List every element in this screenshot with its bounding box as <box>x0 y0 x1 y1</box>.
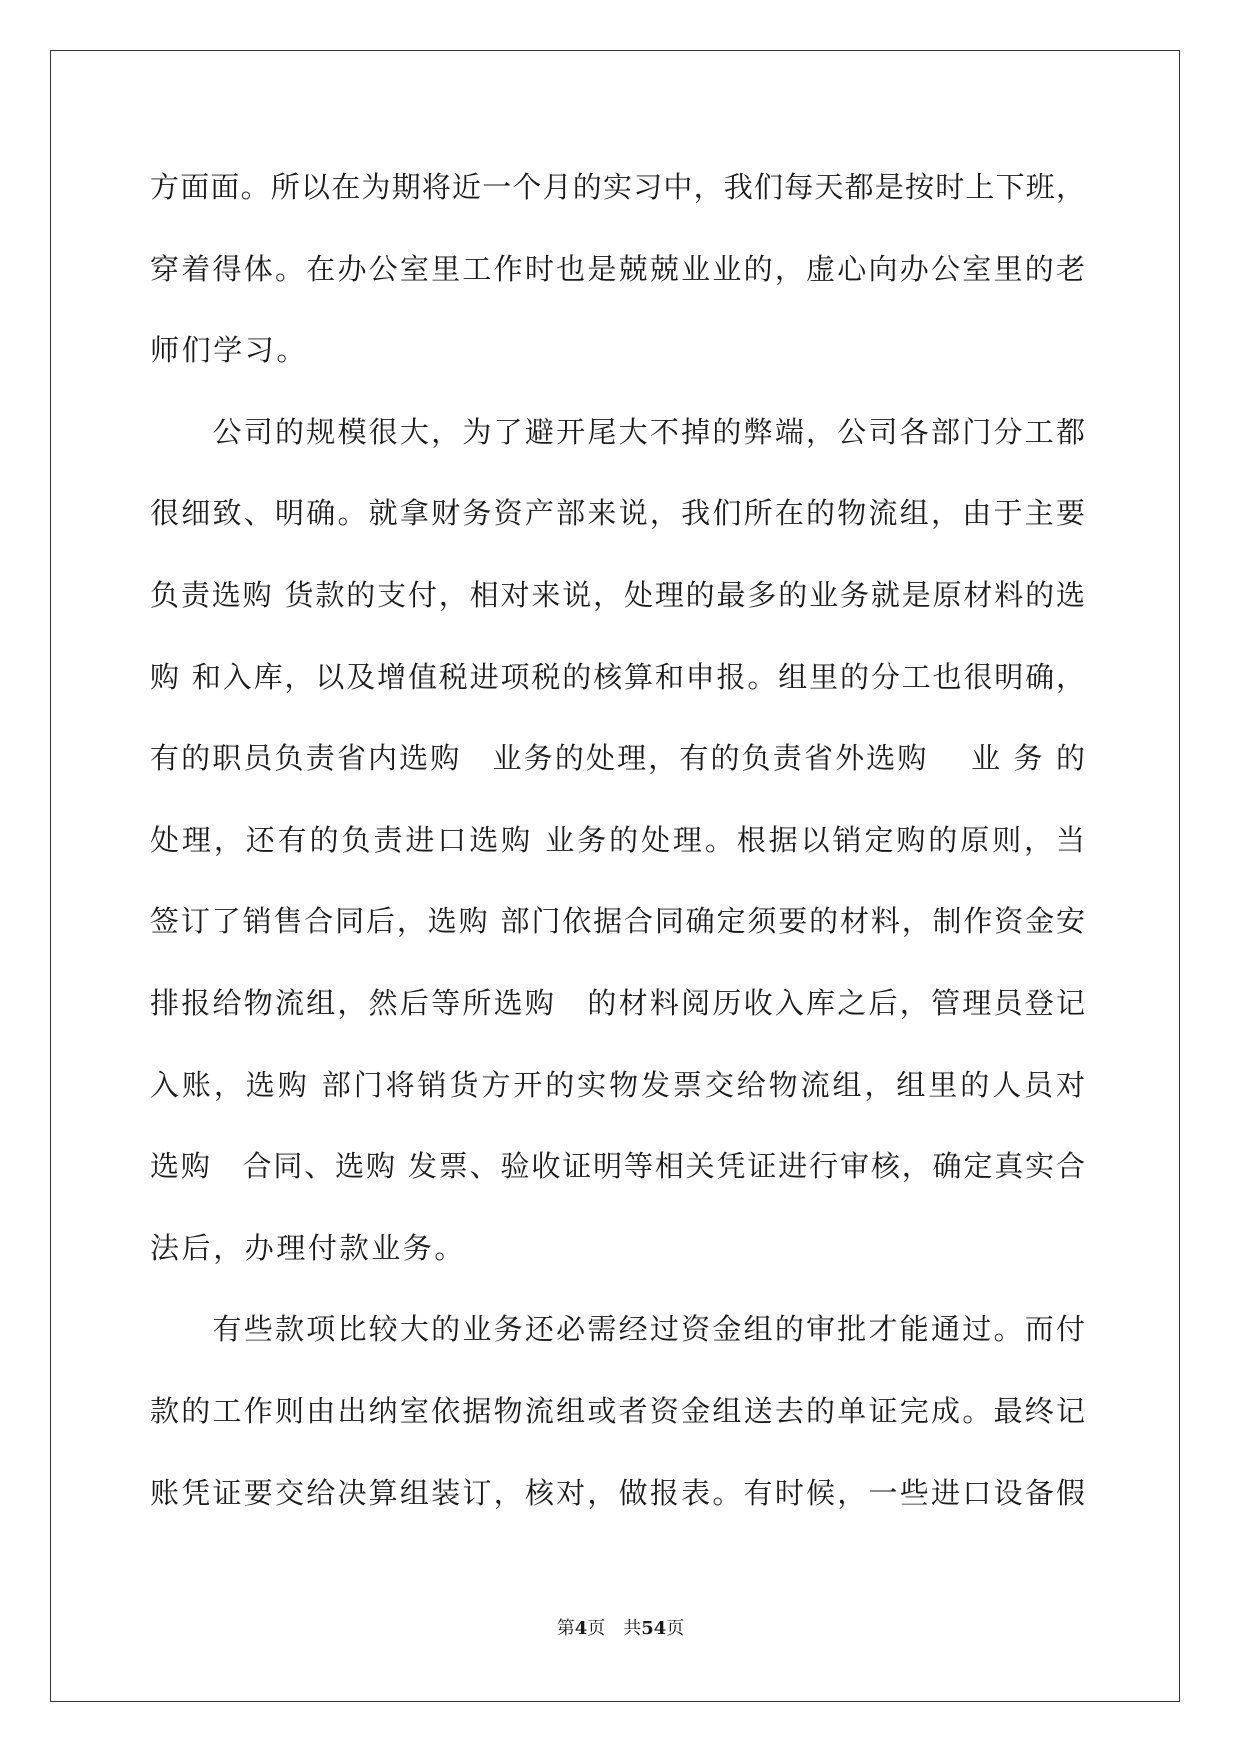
text-line: 公司的规模很大，为了避开尾大不掉的弊端，公司各部门分工都 <box>150 414 1085 449</box>
text-line: 负责选购 货款的支付，相对来说，处理的最多的业务就是原材料的选 <box>150 577 1085 612</box>
text-line: 签订了销售合同后，选购 部门依据合同确定须要的材料，制作资金安 <box>150 904 1085 939</box>
footer-suffix: 页 <box>666 1618 685 1639</box>
text-line: 师们学习。 <box>150 333 309 368</box>
footer-mid: 页 共 <box>587 1618 642 1639</box>
text-line: 款的工作则由出纳室依据物流组或者资金组送去的单证完成。最终记 <box>150 1393 1085 1428</box>
text-line: 选购 合同、选购 发票、验收证明等相关凭证进行审核，确定真实合 <box>150 1149 1085 1184</box>
text-line: 有的职员负责省内选购 业务的处理，有的负责省外选购 业 务 的 <box>150 741 1085 776</box>
body-text <box>150 162 1085 1549</box>
text-line: 很细致、明确。就拿财务资产部来说，我们所在的物流组，由于主要 <box>150 496 1085 531</box>
text-line: 法后，办理付款业务。 <box>150 1230 467 1265</box>
text-line: 穿着得体。在办公室里工作时也是兢兢业业的，虚心向办公室里的老 <box>150 251 1085 286</box>
footer-page-number: 4 <box>574 1618 588 1639</box>
page-footer <box>0 1614 1241 1640</box>
text-line: 入账，选购 部门将销货方开的实物发票交给物流组，组里的人员对 <box>150 1067 1085 1102</box>
text-line: 排报给物流组，然后等所选购 的材料阅历收入库之后，管理员登记 <box>150 985 1085 1020</box>
text-line: 处理，还有的负责进口选购 业务的处理。根据以销定购的原则，当 <box>150 822 1085 857</box>
text-line: 方面面。所以在为期将近一个月的实习中，我们每天都是按时上下班， <box>150 170 1085 204</box>
footer-prefix: 第 <box>556 1618 575 1639</box>
text-line: 购 和入库，以及增值税进项税的核算和申报。组里的分工也很明确， <box>150 659 1085 694</box>
footer-total-pages: 54 <box>641 1618 667 1639</box>
text-line: 有些款项比较大的业务还必需经过资金组的审批才能通过。而付 <box>150 1312 1085 1347</box>
text-line: 账凭证要交给决算组装订，核对，做报表。有时候，一些进口设备假 <box>150 1475 1085 1510</box>
